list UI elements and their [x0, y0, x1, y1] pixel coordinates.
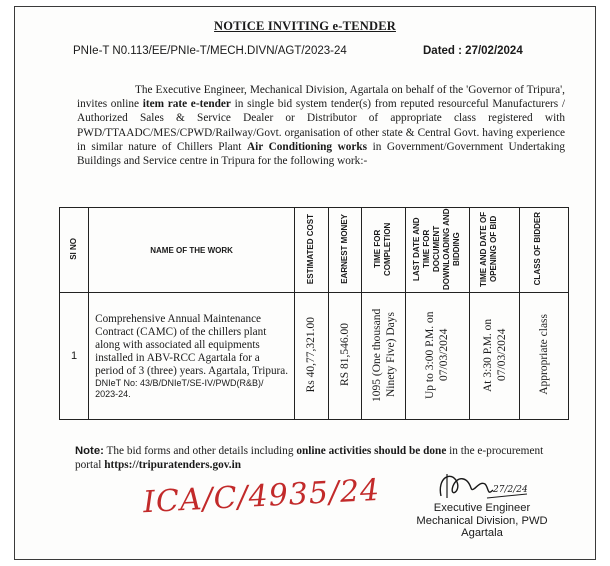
header-class: CLASS OF BIDDER — [520, 208, 569, 293]
cell-last-date: Up to 3:00 P.M. on 07/03/2024 — [406, 293, 470, 420]
signature-block — [387, 468, 577, 540]
table-row — [60, 293, 569, 420]
header-last-date: LAST DATE AND TIME FOR DOCUMENT DOWNLOADING AND BIDDING — [406, 208, 470, 293]
intro-text-3: in Government/Government Undertaking Buildings and Service centre in Tripura for the following work:- — [77, 140, 565, 168]
intro-text-2: in single bid system tender(s) from reputed resourceful Manufacturers / Authorized Sales & Service Dealer or Distributor of appropriate class registered with PWD/TTAADC/MES/CPWD/Railway/Govt. organisation of other state & Central Govt. having experience in similar nature of Chillers Plant — [77, 98, 566, 153]
cell-estimated-cost: Rs 40,77,321.00 — [295, 293, 328, 420]
note-text-1: The bid forms and other details including — [103, 445, 297, 457]
cell-class: Appropriate class — [520, 293, 569, 420]
notice-title: NOTICE INVITING e-TENDER — [214, 19, 396, 33]
table-header-row — [60, 208, 569, 293]
signature-mark-icon — [427, 468, 537, 502]
intro-paragraph — [77, 83, 565, 168]
signature-date: 27/2/24 — [493, 485, 528, 495]
signatory-place: Agartala — [461, 527, 503, 539]
header-estimated-cost: ESTIMATED COST — [295, 208, 328, 293]
portal-link[interactable]: https://tripuratenders.gov.in — [104, 459, 242, 471]
note-label: Note: — [75, 445, 104, 457]
cell-sl-no: 1 — [60, 293, 89, 420]
header-sl-no: Sl NO — [60, 208, 89, 293]
intro-bold-2: Air Conditioning works — [246, 140, 368, 153]
header-earnest-money: EARNEST MONEY — [328, 208, 361, 293]
cell-work — [89, 293, 295, 420]
header-name-of-work: NAME OF THE WORK — [89, 208, 295, 293]
work-reference: DNIeT No: 43/B/DNIeT/SE-IV/PWD(R&B)/ 2023-24. — [95, 377, 264, 399]
intro-bold-1: item rate e-tender — [142, 98, 231, 111]
note-bold: online activities should be done — [296, 445, 447, 457]
header-opening: TIME AND DATE OF OPENING OF BID — [469, 208, 520, 293]
handwritten-receipt-number: ICA/C/4935/24 — [142, 472, 382, 521]
header-time-completion: TIME FOR COMPLETION — [361, 208, 405, 293]
reference-number: PNIe-T N0.113/EE/PNIe-T/MECH.DIVN/AGT/2023-24 — [73, 45, 347, 57]
signatory-division: Mechanical Division, PWD — [416, 514, 548, 527]
work-description: Comprehensive Annual Maintenance Contract (CAMC) of the chillers plant along with associated all equipments installed in ABV-RCC Agartala for a period of 3 (three) years. Agartala, Tripura. — [95, 312, 289, 377]
cell-time-completion: 1095 (One thousand Ninety Five) Days — [361, 293, 405, 420]
notice-date: Dated : 27/02/2024 — [423, 45, 523, 57]
tender-table — [59, 207, 569, 420]
signatory-title: Executive Engineer — [433, 502, 531, 514]
intro-text-1: The Executive Engineer, Mechanical Division, Agartala on behalf of the 'Governor of Tripura', invites online — [77, 84, 565, 111]
cell-opening: At 3:30 P.M. on 07/03/2024 — [469, 293, 520, 420]
notice-page — [14, 6, 596, 560]
note-text-2: in the e-procurement portal — [75, 445, 544, 471]
cell-earnest-money: RS 81,546.00 — [328, 293, 361, 420]
